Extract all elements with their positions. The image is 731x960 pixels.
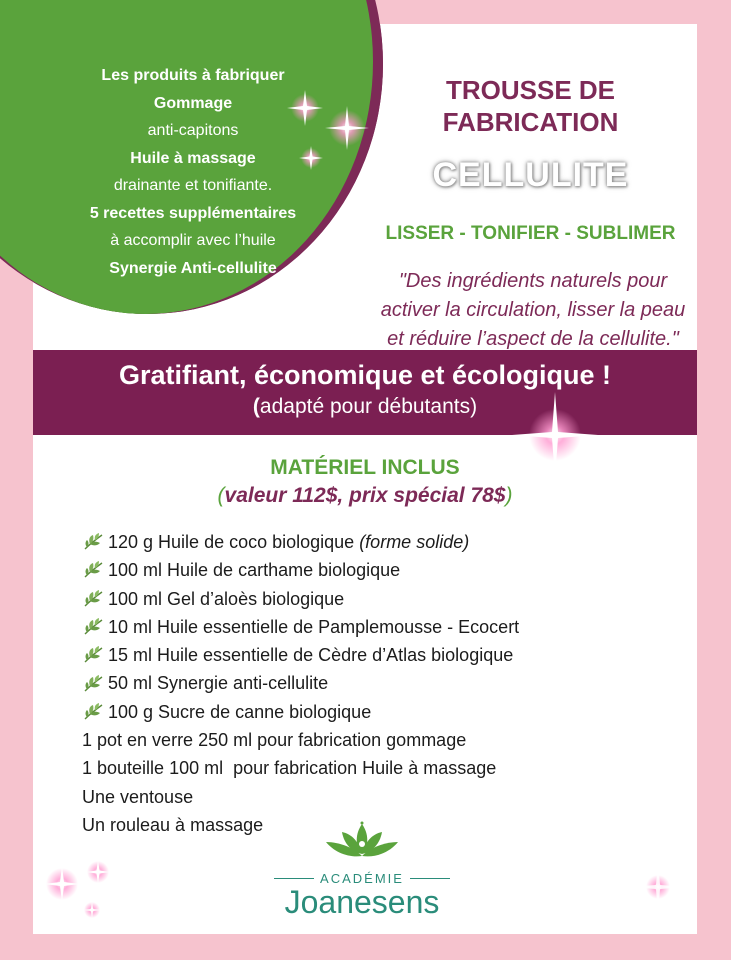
- list-item-text: 50 ml Synergie anti-cellulite: [108, 673, 329, 694]
- price-open-paren: (: [217, 484, 225, 507]
- list-item: [82, 556, 682, 584]
- list-item-text: 1 pot en verre 250 ml pour fabrication gommage: [82, 730, 467, 751]
- list-item-text: 10 ml Huile essentielle de Pamplemousse - Ecocert: [108, 616, 520, 637]
- materiel-list: [82, 528, 682, 839]
- product-line: drainante et tonifiante.: [113, 177, 273, 194]
- list-item: [82, 754, 682, 782]
- list-item-text: 1 bouteille 100 ml pour fabrication Huile à massage: [82, 758, 497, 779]
- product-line: 5 recettes supplémentaires: [89, 204, 297, 222]
- promo-line-2: [33, 395, 697, 419]
- promo-beginner-text: adapté pour débutants): [259, 395, 478, 418]
- list-item: [82, 726, 682, 754]
- product-line: anti-capitons: [147, 122, 239, 139]
- product-line: Les produits à fabriquer: [101, 67, 285, 84]
- materiel-price: [33, 484, 697, 508]
- product-line: Synergie Anti-cellulite: [109, 259, 277, 277]
- lotus-icon: [322, 820, 402, 864]
- product-name: CELLULITE: [432, 156, 629, 194]
- list-item-text: 120 g Huile de coco biologique: [108, 532, 360, 552]
- tagline: LISSER - TONIFIER - SUBLIMER: [385, 223, 676, 244]
- list-item-text: 100 ml Gel d’aloès biologique: [108, 588, 345, 609]
- product-line: Gommage: [153, 94, 233, 112]
- logo-rule-right: [410, 878, 450, 880]
- quote-line-1: "Des ingrédients naturels pour: [398, 270, 668, 292]
- list-item: [82, 528, 682, 556]
- price-text: valeur 112$, prix spécial 78$: [224, 484, 506, 507]
- list-item-text: 100 ml Huile de carthame biologique: [108, 560, 401, 581]
- list-item: [82, 641, 682, 669]
- quote-line-2: activer la circulation, lisser la peau: [380, 299, 686, 321]
- leaf-icon: [82, 590, 104, 608]
- quote-line-3: et réduire l’aspect de la cellulite.": [387, 328, 679, 350]
- products-text: [43, 62, 343, 282]
- product-line: Huile à massage: [130, 149, 256, 167]
- promo-line-1: Gratifiant, économique et écologique !: [118, 360, 612, 390]
- promo-band: [33, 350, 697, 435]
- list-item: [82, 669, 682, 697]
- leaf-icon: [82, 533, 104, 551]
- list-item-text: 100 g Sucre de canne biologique: [108, 701, 372, 722]
- list-item-text: Un rouleau à massage: [82, 814, 264, 835]
- list-item-note: (forme solide): [359, 532, 470, 552]
- leaf-icon: [82, 561, 104, 579]
- logo-name: Joanesens: [284, 884, 440, 920]
- price-close-paren: ): [505, 484, 513, 507]
- logo-academie-text: ACADÉMIE: [320, 871, 404, 886]
- list-item: [82, 698, 682, 726]
- logo-rule-left: [274, 878, 314, 880]
- quote: [338, 267, 728, 354]
- list-item-text: Une ventouse: [82, 786, 194, 807]
- list-item: [82, 585, 682, 613]
- kit-title: [383, 74, 678, 138]
- list-item-text: 15 ml Huile essentielle de Cèdre d’Atlas biologique: [108, 645, 514, 666]
- leaf-icon: [82, 703, 104, 721]
- leaf-icon: [82, 646, 104, 664]
- product-line: à accomplir avec l’huile: [110, 232, 276, 249]
- list-item: [82, 613, 682, 641]
- title-line-2: FABRICATION: [442, 107, 619, 137]
- materiel-title: MATÉRIEL INCLUS: [270, 456, 460, 479]
- academie-logo: [262, 820, 462, 921]
- leaf-icon: [82, 618, 104, 636]
- title-line-1: TROUSSE DE: [445, 75, 616, 105]
- list-item: [82, 783, 682, 811]
- promo-paren: (: [252, 395, 260, 418]
- leaf-icon: [82, 675, 104, 693]
